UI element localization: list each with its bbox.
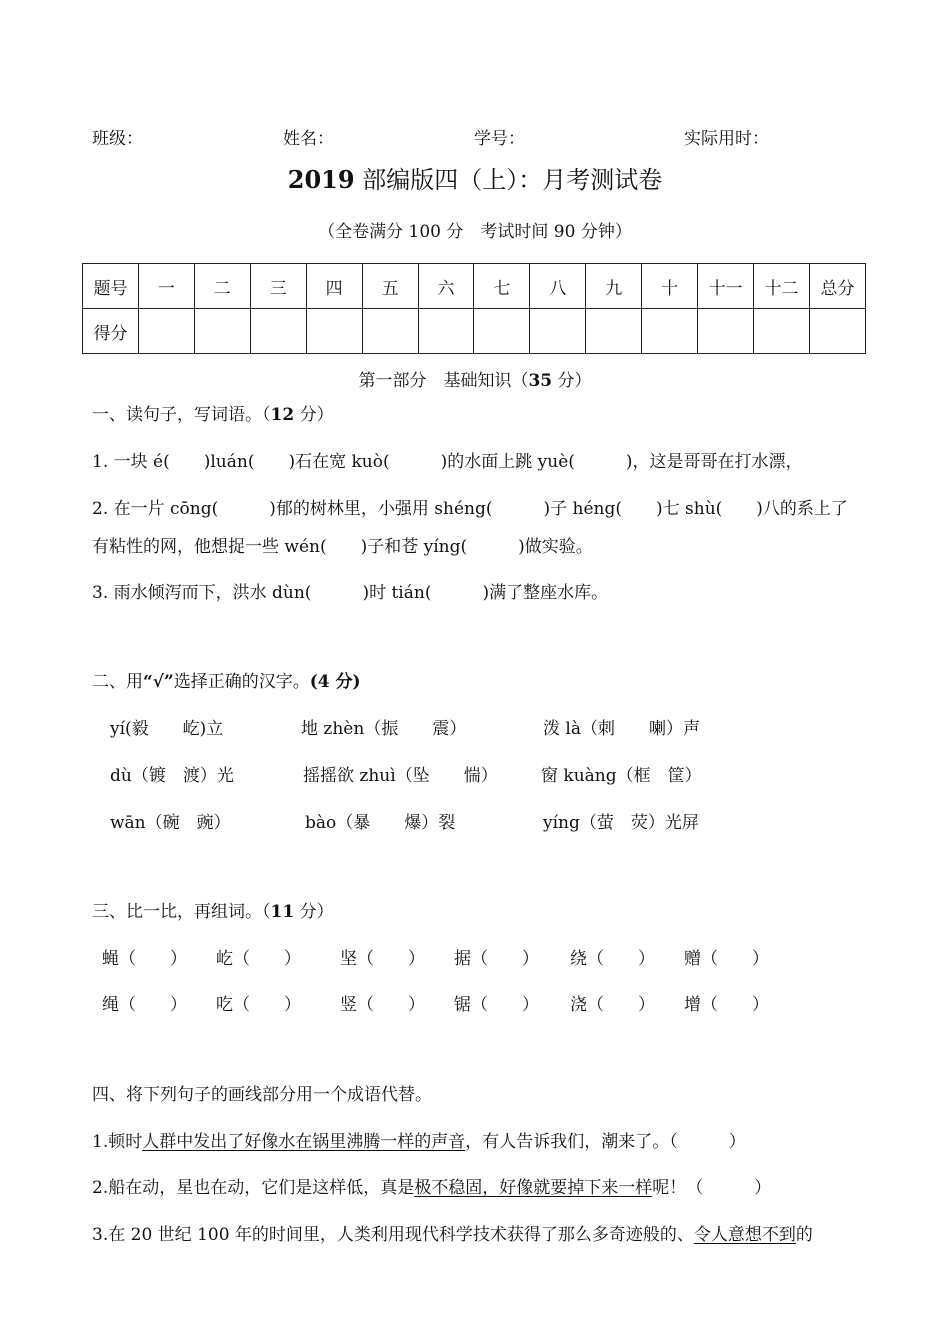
name-label: 姓名： xyxy=(283,129,334,149)
score-cell[interactable] xyxy=(530,309,586,354)
q3-item: 蝇（ ） xyxy=(102,949,187,969)
score-cell[interactable] xyxy=(138,309,194,354)
table-cell: 八 xyxy=(530,264,586,309)
score-cell[interactable] xyxy=(362,309,418,354)
q1-line-4: 3. 雨水倾泻而下，洪水 dùn( )时 tián( )满了整座水库。 xyxy=(92,583,609,603)
q2-option: dù（镀 渡）光 xyxy=(110,766,234,786)
score-cell[interactable] xyxy=(642,309,698,354)
table-cell: 题号 xyxy=(83,264,139,309)
q3-heading xyxy=(92,897,334,922)
q1-heading xyxy=(92,400,334,425)
part-one-heading xyxy=(0,366,950,391)
exam-title xyxy=(0,160,950,195)
score-cell[interactable] xyxy=(754,309,810,354)
q3-item: 绕（ ） xyxy=(570,949,655,969)
q4-s1-underlined: 人群中发出了好像水在锅里沸腾一样的声音 xyxy=(142,1132,466,1152)
q3-item: 赠（ ） xyxy=(684,949,769,969)
score-row-label: 得分 xyxy=(83,309,139,354)
q1-heading-text: 一、读句子，写词语。（ xyxy=(92,405,271,425)
table-cell: 四 xyxy=(306,264,362,309)
q2-option: wān（碗 豌） xyxy=(110,813,231,833)
q2-heading xyxy=(92,667,361,692)
q2-heading-a: 二、用 xyxy=(92,672,143,692)
score-cell[interactable] xyxy=(418,309,474,354)
score-cell[interactable] xyxy=(586,309,642,354)
q4-sentence-1 xyxy=(92,1127,746,1152)
part-one-points: 35 xyxy=(528,371,553,391)
q3-item: 屹（ ） xyxy=(216,949,301,969)
q4-s1-suffix: ，有人告诉我们，潮来了。（ ） xyxy=(465,1132,746,1152)
score-cell[interactable] xyxy=(194,309,250,354)
q2-option: 摇摇欲 zhuì（坠 惴） xyxy=(303,766,498,786)
q2-heading-b: 选择正确的汉字。 xyxy=(173,672,310,692)
q1-line-1: 1. 一块 é( )luán( )石在宽 kuò( )的水面上跳 yuè( )，这是哥哥在打水漂， xyxy=(92,452,803,472)
q4-s3-underlined: 令人意想不到 xyxy=(693,1225,796,1245)
q2-option: 地 zhèn（振 震） xyxy=(301,719,467,739)
q3-item: 据（ ） xyxy=(454,949,539,969)
score-table-header-row xyxy=(83,264,866,309)
q1-heading-end: 分） xyxy=(294,405,334,425)
score-cell[interactable] xyxy=(250,309,306,354)
q3-item: 吃（ ） xyxy=(216,995,301,1015)
part-one-end: 分） xyxy=(552,371,592,391)
part-one-text: 第一部分 基础知识（ xyxy=(358,371,529,391)
q4-s2-suffix: 呢！（ ） xyxy=(652,1178,772,1198)
title-text: 部编版四（上）：月考测试卷 xyxy=(354,166,663,194)
q4-s2-prefix: 2.船在动，星也在动，它们是这样低，真是 xyxy=(92,1178,415,1198)
q3-points: 11 xyxy=(270,902,295,922)
q4-sentence-2 xyxy=(92,1173,771,1198)
q2-option: bào（暴 爆）裂 xyxy=(305,813,456,833)
score-cell[interactable] xyxy=(306,309,362,354)
q4-s2-underlined: 极不稳固，好像就要掉下来一样 xyxy=(414,1178,653,1198)
q2-check-mark: “√” xyxy=(143,672,174,692)
score-table-score-row xyxy=(83,309,866,354)
student-id-label: 学号： xyxy=(474,129,525,149)
table-cell: 十 xyxy=(642,264,698,309)
table-cell: 一 xyxy=(138,264,194,309)
class-label: 班级： xyxy=(92,129,143,149)
table-cell: 总分 xyxy=(809,264,865,309)
score-cell[interactable] xyxy=(809,309,865,354)
score-table xyxy=(82,263,866,354)
score-cell[interactable] xyxy=(474,309,530,354)
q4-heading: 四、将下列句子的画线部分用一个成语代替。 xyxy=(92,1085,432,1105)
q4-sentence-3 xyxy=(92,1220,813,1245)
q3-item: 绳（ ） xyxy=(102,995,187,1015)
exam-subtitle: （全卷满分 100 分 考试时间 90 分钟） xyxy=(318,222,632,242)
q3-heading-text: 三、比一比，再组词。（ xyxy=(92,902,271,922)
q4-s3-prefix: 3.在 20 世纪 100 年的时间里，人类利用现代科学技术获得了那么多奇迹般的、 xyxy=(92,1225,694,1245)
q4-s1-prefix: 1.顿时 xyxy=(92,1132,143,1152)
table-cell: 七 xyxy=(474,264,530,309)
table-cell: 九 xyxy=(586,264,642,309)
q2-option: yíng（萤 荧）光屏 xyxy=(543,813,699,833)
q3-item: 浇（ ） xyxy=(570,995,655,1015)
q1-points: 12 xyxy=(270,405,295,425)
q2-option: 窗 kuàng（框 筐） xyxy=(541,766,702,786)
q2-points: (4 分) xyxy=(309,672,361,692)
q3-item: 增（ ） xyxy=(684,995,769,1015)
q3-item: 竖（ ） xyxy=(340,995,425,1015)
title-year: 2019 xyxy=(287,165,355,194)
table-cell: 二 xyxy=(194,264,250,309)
q3-item: 坚（ ） xyxy=(340,949,425,969)
q1-line-2: 2. 在一片 cōng( )郁的树林里，小强用 shéng( )子 héng( )七 shù( )八的系上了 xyxy=(92,499,848,519)
q4-s3-suffix: 的 xyxy=(795,1225,813,1245)
q3-heading-end: 分） xyxy=(294,902,334,922)
table-cell: 三 xyxy=(250,264,306,309)
table-cell: 六 xyxy=(418,264,474,309)
score-cell[interactable] xyxy=(698,309,754,354)
q1-line-3: 有粘性的网，他想捉一些 wén( )子和苍 yíng( )做实验。 xyxy=(92,537,593,557)
table-cell: 十一 xyxy=(698,264,754,309)
q2-option: 泼 là（刺 喇）声 xyxy=(543,719,700,739)
table-cell: 十二 xyxy=(754,264,810,309)
q2-option: yí(毅 屹)立 xyxy=(110,719,224,739)
q3-item: 锯（ ） xyxy=(454,995,539,1015)
time-used-label: 实际用时： xyxy=(684,129,769,149)
table-cell: 五 xyxy=(362,264,418,309)
